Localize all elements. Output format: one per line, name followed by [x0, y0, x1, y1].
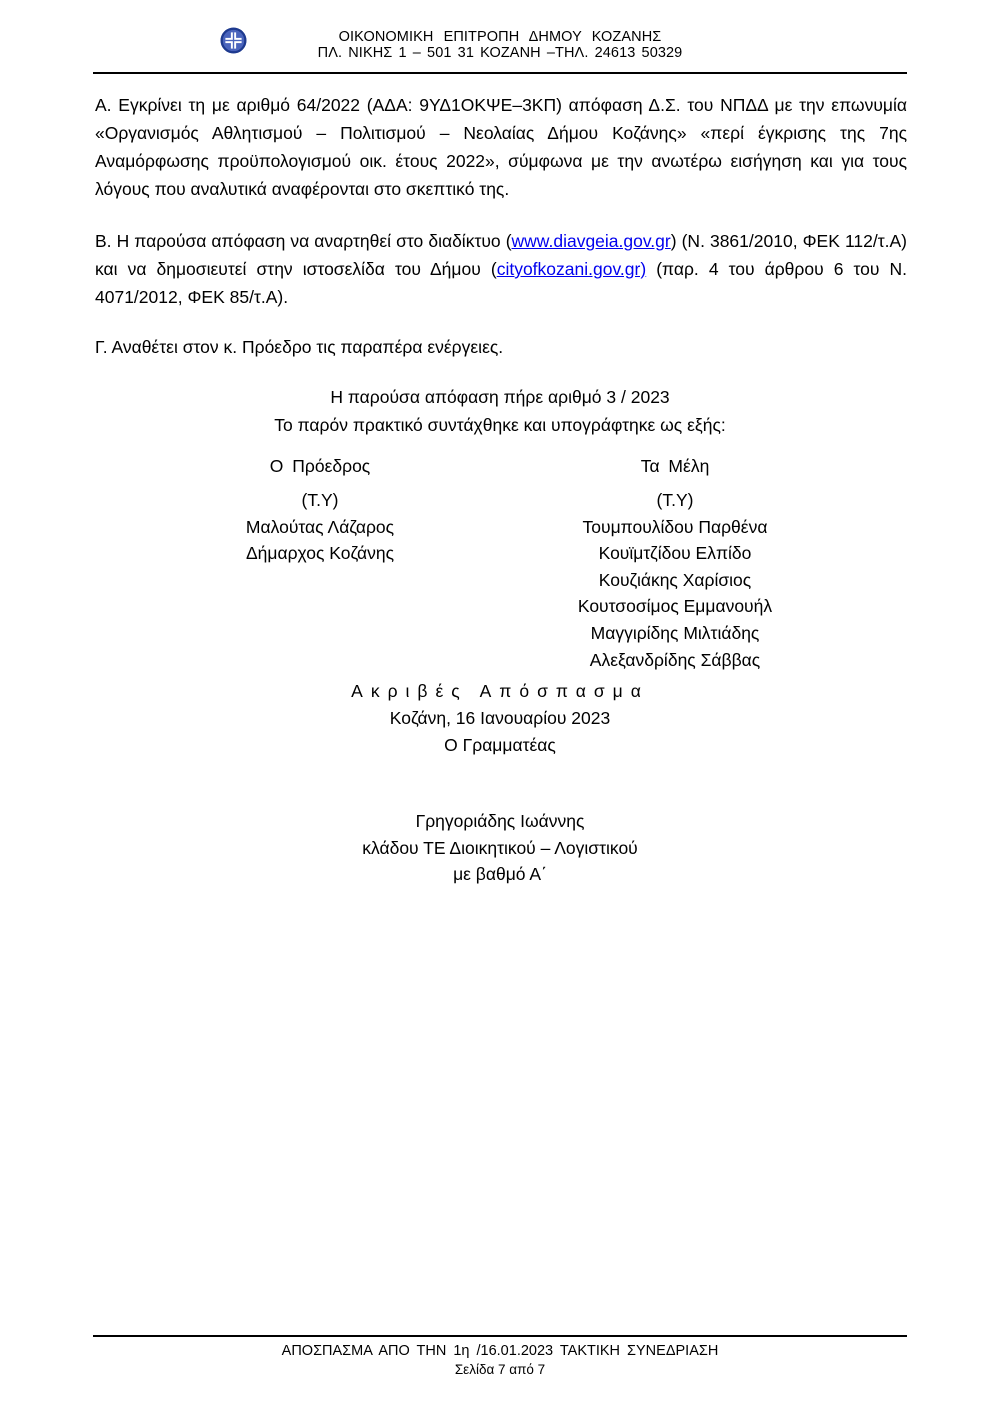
member-name: Κουζιάκης Χαρίσιος — [598, 569, 752, 590]
member-name: Κουτσοσίμος Εμμανουήλ — [577, 596, 773, 617]
members-title: Τα Μέλη — [640, 456, 710, 476]
secretary-title: Ο Γραμματέας — [444, 734, 556, 755]
paragraph-b-text-2: ) (Ν. 3861/2010, ΦΕΚ 112/τ.Α) και να δημοσιευτεί στην ιστοσελίδα του Δήμου ( — [95, 231, 907, 279]
member-name: Κουϊμτζίδου Ελπίδο — [598, 543, 752, 564]
members-column — [530, 456, 820, 673]
decision-number-line: Η παρούσα απόφαση πήρε αριθμό 3 / 2023 — [330, 387, 670, 407]
kozani-website-link[interactable]: cityofkozani.gov.gr) — [496, 259, 647, 279]
president-title: Ο Πρόεδρος — [269, 456, 371, 476]
president-name: Μαλούτας Λάζαρος — [245, 516, 395, 537]
diavgeia-link[interactable]: www.diavgeia.gov.gr — [511, 231, 671, 251]
secretary-grade: με βαθμό Α΄ — [453, 864, 547, 885]
secretary-name: Γρηγοριάδης Ιωάννης — [415, 811, 585, 831]
member-name: Αλεξανδρίδης Σάββας — [589, 649, 761, 670]
certification-block — [0, 678, 1000, 758]
president-role: Δήμαρχος Κοζάνης — [245, 543, 395, 564]
secretary-signature-block — [0, 808, 1000, 888]
president-ty-mark: (Τ.Υ) — [301, 490, 339, 510]
minutes-signed-line: Το παρόν πρακτικό συντάχθηκε και υπογράφτηκε ως εξής: — [274, 414, 726, 435]
secretary-branch: κλάδου ΤΕ Διοικητικού – Λογιστικού — [362, 837, 638, 858]
member-name: Μαγγιρίδης Μιλτιάδης — [590, 622, 760, 643]
paragraph-b-publication — [95, 227, 907, 311]
exact-copy-label: Ακριβές Απόσπασμα — [351, 681, 649, 701]
paragraph-b-text-1: Β. Η παρούσα απόφαση να αναρτηθεί στο διαδίκτυο ( — [95, 231, 512, 251]
paragraph-a-approval: Α. Εγκρίνει τη με αριθμό 64/2022 (ΑΔΑ: 9ΥΔ1ΟΚΨΕ–3ΚΠ) απόφαση Δ.Σ. του ΝΠΔΔ με την επωνυμία «Οργανισμός Αθλητισμού – Πολιτισμού – Νεολαίας Δήμου Κοζάνης» «περί έγκρισης της 7ης Αναμόρφωσης προϋπολογισμού οικ. έτους 2022», σύμφωνα με την ανωτέρω εισήγηση και για τους λόγους που αναλυτικά αναφέρονται στο σκεπτικό της. — [95, 95, 907, 199]
members-ty-mark: (Τ.Υ) — [656, 490, 694, 510]
member-name: Τουμπουλίδου Παρθένα — [582, 516, 768, 537]
president-column — [170, 456, 470, 567]
decision-statement — [0, 384, 1000, 439]
header-divider — [93, 72, 907, 74]
footer-page-number: Σελίδα 7 από 7 — [454, 1362, 546, 1377]
paragraph-b-text-3: (παρ. 4 του άρθρου 6 του Ν. 4071/2012, ΦΕΚ 85/τ.Α). — [95, 259, 908, 307]
header-committee-title: ΟΙΚΟΝΟΜΙΚΗ ΕΠΙΤΡΟΠΗ ΔΗΜΟΥ ΚΟΖΑΝΗΣ — [338, 29, 662, 45]
paragraph-c-assignment: Γ. Αναθέτει στον κ. Πρόεδρο τις παραπέρα ενέργειες. — [95, 337, 504, 357]
header-address-phone: ΠΛ. ΝΙΚΗΣ 1 – 501 31 ΚΟΖΑΝΗ –ΤΗΛ. 24613 50329 — [317, 45, 683, 61]
footer-session-line: ΑΠΟΣΠΑΣΜΑ ΑΠΟ ΤΗΝ 1η /16.01.2023 ΤΑΚΤΙΚΗ ΣΥΝΕΔΡΙΑΣΗ — [281, 1343, 719, 1359]
document-header — [0, 29, 1000, 61]
footer-divider — [93, 1335, 907, 1337]
place-and-date: Κοζάνη, 16 Ιανουαρίου 2023 — [389, 707, 611, 728]
